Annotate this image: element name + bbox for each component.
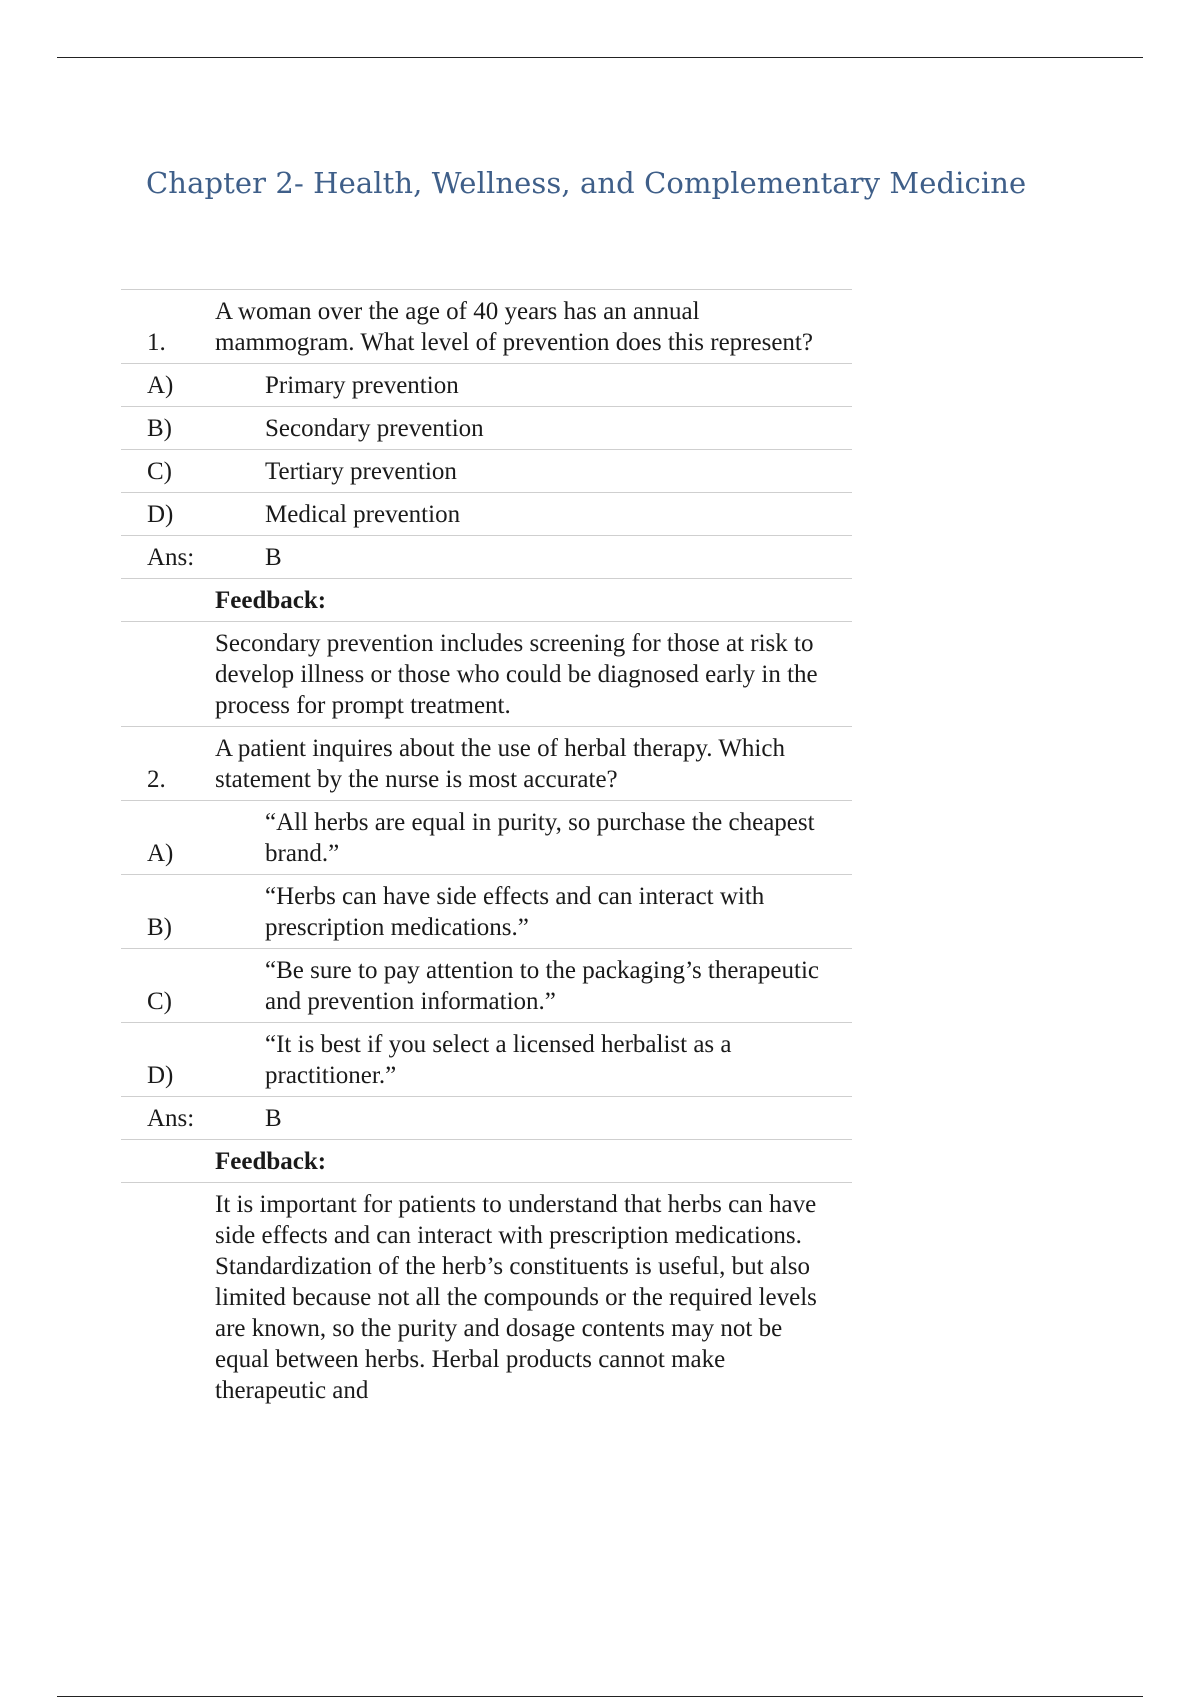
- option-text: “It is best if you select a licensed herbalist as a practitioner.”: [265, 1031, 732, 1089]
- answer-label: Ans:: [147, 544, 195, 571]
- option-text: “Be sure to pay attention to the packaging’s therapeutic and prevention information.”: [265, 957, 819, 1015]
- feedback-label-row: [121, 1139, 852, 1182]
- footer-rule: [57, 1696, 1143, 1697]
- option-label: B): [147, 914, 172, 941]
- answer-value: B: [265, 1105, 282, 1132]
- option-label: D): [147, 501, 174, 528]
- feedback-row: [121, 1182, 852, 1411]
- feedback-label: Feedback:: [215, 1148, 327, 1175]
- option-text: “All herbs are equal in purity, so purchase the cheapest brand.”: [265, 809, 815, 867]
- option-text: Secondary prevention: [265, 415, 484, 442]
- option-row: [121, 874, 852, 948]
- answer-row: [121, 535, 852, 578]
- option-row: [121, 449, 852, 492]
- feedback-text: It is important for patients to understand that herbs can have side effects and can interact with prescription medications. Standardization of the herb’s constituents is useful, but also limited because not all the compounds or the required levels are known, so the purity and dosage contents may not be equal between herbs. Herbal products cannot make therapeutic and: [215, 1191, 817, 1404]
- answer-value: B: [265, 544, 282, 571]
- feedback-label-row: [121, 578, 852, 621]
- question-text: A woman over the age of 40 years has an annual mammogram. What level of prevention does this represent?: [215, 298, 813, 356]
- option-label: B): [147, 415, 172, 442]
- header-rule: [57, 57, 1143, 58]
- chapter-title: Chapter 2- Health, Wellness, and Complementary Medicine: [146, 166, 1027, 200]
- option-label: A): [147, 840, 174, 867]
- option-row: [121, 948, 852, 1022]
- option-row: [121, 363, 852, 406]
- option-text: Tertiary prevention: [265, 458, 457, 485]
- feedback-text: Secondary prevention includes screening for those at risk to develop illness or those who could be diagnosed early in the process for prompt treatment.: [215, 630, 818, 719]
- option-label: A): [147, 372, 174, 399]
- option-row: [121, 406, 852, 449]
- feedback-label: Feedback:: [215, 587, 327, 614]
- question-number: 1.: [147, 329, 166, 356]
- option-label: C): [147, 988, 172, 1015]
- option-row: [121, 1022, 852, 1096]
- option-label: D): [147, 1062, 174, 1089]
- option-label: C): [147, 458, 172, 485]
- feedback-row: [121, 621, 852, 726]
- option-row: [121, 492, 852, 535]
- option-text: Medical prevention: [265, 501, 461, 528]
- answer-label: Ans:: [147, 1105, 195, 1132]
- question-row-1: [121, 289, 852, 363]
- question-row-2: [121, 726, 852, 800]
- option-text: Primary prevention: [265, 372, 459, 399]
- answer-row: [121, 1096, 852, 1139]
- question-text: A patient inquires about the use of herbal therapy. Which statement by the nurse is most accurate?: [215, 735, 785, 793]
- option-text: “Herbs can have side effects and can interact with prescription medications.”: [265, 883, 765, 941]
- option-row: [121, 800, 852, 874]
- question-table: [121, 289, 852, 1411]
- question-number: 2.: [147, 766, 166, 793]
